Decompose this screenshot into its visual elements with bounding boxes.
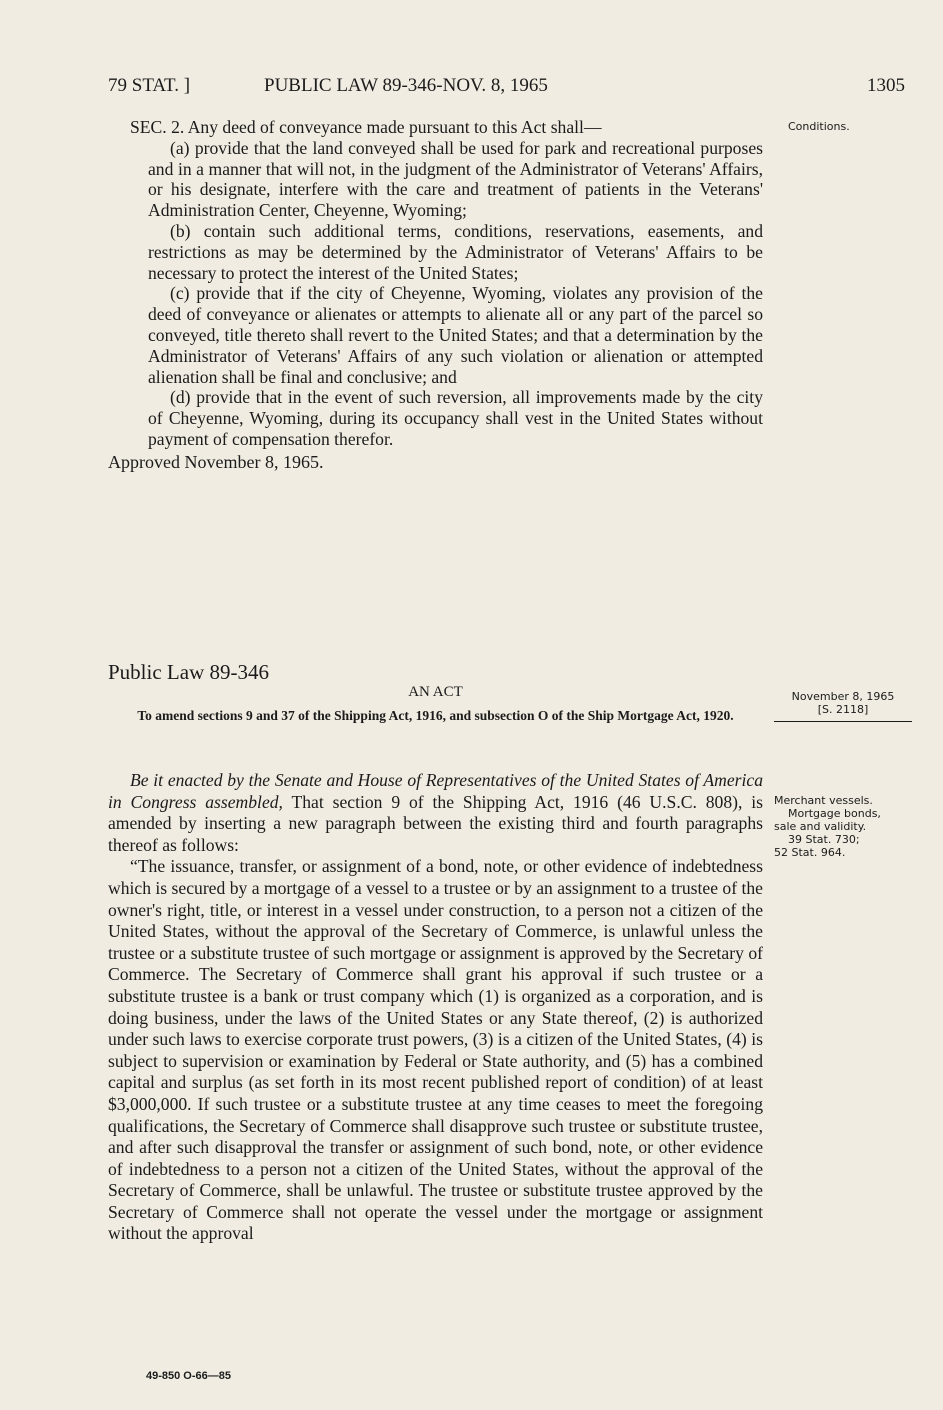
an-act-heading: AN ACT xyxy=(408,684,463,700)
section-label: SEC. 2. xyxy=(130,117,185,137)
page-number: 1305 xyxy=(867,75,905,96)
act-purpose: To amend sections 9 and 37 of the Shipping Act, 1916, and subsection O of the Ship Mortgage Act, 1920. xyxy=(137,708,734,723)
margin-date: November 8, 1965 xyxy=(791,690,895,703)
clause-b: (b) contain such additional terms, conditions, reservations, easements, and restrictions as may be determined by the Administrator of Veterans' Affairs to be necessary to protect the interest of the United States; xyxy=(148,220,763,283)
margin-note-mortgage: Mortgage bonds, xyxy=(788,807,881,820)
section-2-intro xyxy=(108,117,763,138)
margin-notes xyxy=(774,794,924,859)
approved-line: Approved November 8, 1965. xyxy=(108,451,324,472)
margin-rule xyxy=(774,721,912,722)
margin-note-stat2: 52 Stat. 964. xyxy=(774,846,846,859)
enacting-paragraph xyxy=(108,770,763,856)
margin-note-conditions: Conditions. xyxy=(788,120,850,133)
clause-d: (d) provide that in the event of such reversion, all improvements made by the city of Cheyenne, Wyoming, during its occupancy shall vest in the United States without payment of compensation therefor. xyxy=(148,387,763,449)
margin-note-stat1: 39 Stat. 730; xyxy=(788,833,860,846)
enacting-clause: Be it enacted by the Senate and House of Representatives of the United States of America in Congress assembled, xyxy=(108,770,763,812)
clause-a: (a) provide that the land conveyed shall be used for park and recreational purposes and in a manner that will not, in the judgment of the Administrator of Veterans' Affairs, or his designate, interfere with the care and treatment of patients in the Veterans' Administration Center, Cheyenne, Wyoming; xyxy=(148,137,763,221)
header-title: PUBLIC LAW 89-346-NOV. 8, 1965 xyxy=(264,75,548,96)
margin-note-sale: sale and validity. xyxy=(774,820,867,833)
margin-date-block xyxy=(776,690,910,716)
quoted-amendment: “The issuance, transfer, or assignment of a bond, note, or other evidence of indebtedness which is secured by a mortgage of a vessel to a trustee or by an assignment to a trustee of the owner's right, title, or interest in a vessel under construction, to a person not a citizen of the United States, without the approval of the Secretary of Commerce, is unlawful unless the trustee or a substitute trustee of such mortgage or assignment is approved by the Secretary of Commerce. The Secretary of Commerce shall grant his approval if such trustee or a substitute trustee is a bank or trust company which (1) is organized as a corporation, and is doing business, under the laws of the United States or any State thereof, (2) is authorized under such laws to exercise corporate trust powers, (3) is a citizen of the United States, (4) is subject to supervision or examination by Federal or State authority, and (5) has a combined capital and surplus (as set forth in its most recent published report of condition) of at least $3,000,000. If such trustee or a substitute trustee at any time ceases to meet the foregoing qualifications, the Secretary of Commerce shall disapprove such trustee or substitute trustee, and after such disapproval the transfer or assignment of such bond, note, or other evidence of indebtedness to a person not a citizen of the United States, without the approval of the Secretary of Commerce, shall be unlawful. The trustee or substitute trustee approved by the Secretary of Commerce shall not operate the vessel under the mortgage or assignment without the approval xyxy=(108,856,763,1244)
margin-bill-number: [S. 2118] xyxy=(817,703,869,716)
section-2 xyxy=(108,117,763,473)
page-header xyxy=(108,75,905,105)
print-code: 49-850 O-66—85 xyxy=(146,1370,231,1382)
header-statute-ref: 79 STAT. ] xyxy=(108,75,191,96)
law-title: Public Law 89-346 xyxy=(108,660,269,684)
section-2-intro-text: Any deed of conveyance made pursuant to this Act shall— xyxy=(187,117,602,137)
enacting-rest: That section 9 of the Shipping Act, 1916 (46 U.S.C. 808), is amended by inserting a new paragraph between the existing third and fourth paragraphs thereof as follows: xyxy=(108,791,763,855)
clause-c: (c) provide that if the city of Cheyenne, Wyoming, violates any provision of the deed of conveyance or alienates or attempts to alienate all or any part of the parcel so conveyed, title thereto shall revert to the United States; and that a determination by the Administrator of Veterans' Affairs of any such violation or alienation or attempted alienation shall be final and conclusive; and xyxy=(148,283,763,387)
act-body xyxy=(108,770,763,1245)
margin-note-merchant: Merchant vessels. xyxy=(774,794,873,807)
